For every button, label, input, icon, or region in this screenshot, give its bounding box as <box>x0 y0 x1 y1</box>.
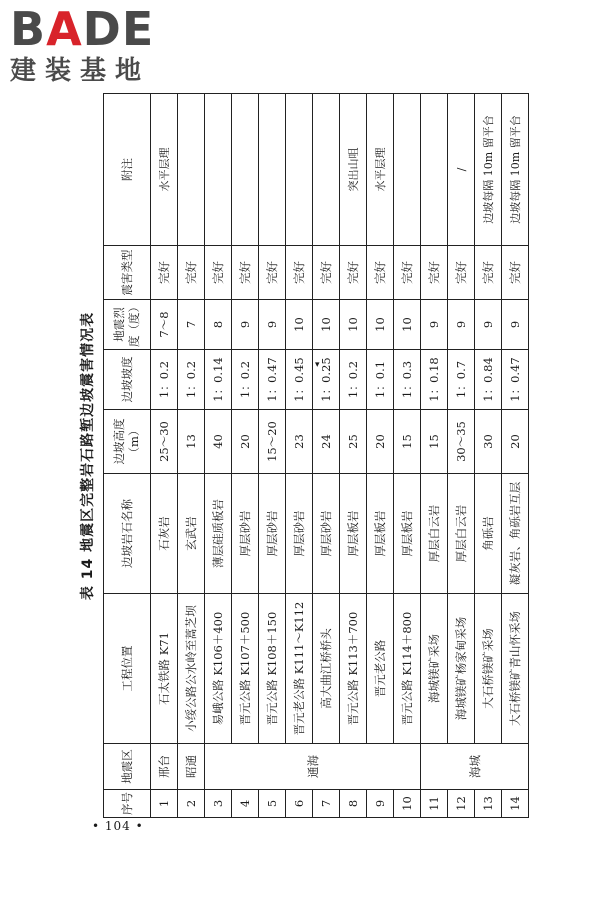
table-cell: 完好 <box>205 246 232 300</box>
table-cell: 8 <box>340 790 367 818</box>
table-cell: 水平层理 <box>151 94 178 246</box>
table-cell <box>421 94 448 246</box>
earthquake-slope-table <box>103 93 529 818</box>
header-cell: 地震区 <box>104 744 151 790</box>
table-cell: 边坡每隔 10m 留平台 <box>502 94 529 246</box>
table-cell: 晋元公路 K113＋700 <box>340 594 367 744</box>
table-cell: 1：0.84 <box>475 350 502 410</box>
table-row <box>313 94 340 818</box>
table-cell: 7 <box>313 790 340 818</box>
logo-wordmark: BADE <box>10 2 155 56</box>
table-cell: 玄武岩 <box>178 474 205 594</box>
table-cell: 完好 <box>421 246 448 300</box>
table-cell: 9 <box>475 300 502 350</box>
table-cell: 厚层白云岩 <box>421 474 448 594</box>
rotated-table-page <box>73 94 533 818</box>
header-cell: 附注 <box>104 94 151 246</box>
table-cell: 25～30 <box>151 410 178 474</box>
table-cell: 厚层白云岩 <box>448 474 475 594</box>
table-cell: 30～35 <box>448 410 475 474</box>
table-row <box>232 94 259 818</box>
table-cell: 10 <box>367 300 394 350</box>
table-cell: 厚层板岩 <box>394 474 421 594</box>
table-row <box>421 94 448 818</box>
table-cell: 完好 <box>475 246 502 300</box>
table-cell: 1：0.45 <box>286 350 313 410</box>
table-cell: 完好 <box>313 246 340 300</box>
table-cell: 石灰岩 <box>151 474 178 594</box>
table-cell: 10 <box>394 300 421 350</box>
header-cell: 序号 <box>104 790 151 818</box>
table-cell: 1：0.3 <box>394 350 421 410</box>
table-cell: 厚层板岩 <box>340 474 367 594</box>
table-cell: 昭通 <box>178 744 205 790</box>
header-cell: 边坡高度（m） <box>104 410 151 474</box>
table-cell: 1：0.25 <box>313 350 340 410</box>
table-cell: 9 <box>232 300 259 350</box>
table-row <box>286 94 313 818</box>
table-cell: 厚层砂岩 <box>313 474 340 594</box>
table-cell: 24 <box>313 410 340 474</box>
table-row <box>205 94 232 818</box>
table-cell: 20 <box>232 410 259 474</box>
table-cell: 8 <box>205 300 232 350</box>
table-row <box>259 94 286 818</box>
table-cell: 完好 <box>232 246 259 300</box>
table-cell: 40 <box>205 410 232 474</box>
page-number: • 104 • <box>92 819 144 833</box>
table-cell: 10 <box>286 300 313 350</box>
table-row <box>367 94 394 818</box>
table-cell: 边坡每隔 10m 留平台 <box>475 94 502 246</box>
table-cell: 厚层砂岩 <box>259 474 286 594</box>
table-cell: 9 <box>421 300 448 350</box>
table-cell: 完好 <box>340 246 367 300</box>
table-cell: 9 <box>502 300 529 350</box>
table-row <box>178 94 205 818</box>
table-cell: 完好 <box>394 246 421 300</box>
table-row <box>394 94 421 818</box>
header-cell: 边坡岩石名称 <box>104 474 151 594</box>
table-cell: 厚层板岩 <box>367 474 394 594</box>
table-cell <box>313 94 340 246</box>
logo-subtitle: 建装基地 <box>10 56 151 86</box>
table-cell: 水平层理 <box>367 94 394 246</box>
table-cell <box>178 94 205 246</box>
table-cell: 石太铁路 K71 <box>151 594 178 744</box>
table-cell: 晋元公路 K107＋500 <box>232 594 259 744</box>
table-cell: 突出山咀 <box>340 94 367 246</box>
table-cell: 20 <box>367 410 394 474</box>
table-cell: 完好 <box>448 246 475 300</box>
table-cell: 1：0.47 <box>502 350 529 410</box>
table-cell: 11 <box>421 790 448 818</box>
header-cell: 震害类型 <box>104 246 151 300</box>
table-cell: 1：0.1 <box>367 350 394 410</box>
table-cell: 15 <box>421 410 448 474</box>
table-cell: 厚层砂岩 <box>286 474 313 594</box>
table-cell: 完好 <box>502 246 529 300</box>
table-cell: 25 <box>340 410 367 474</box>
table-cell: 完好 <box>286 246 313 300</box>
header-cell: 边坡坡度 <box>104 350 151 410</box>
table-cell: 海城镁矿采场 <box>421 594 448 744</box>
table-cell: 大石桥镁矿采场 <box>475 594 502 744</box>
table-row <box>340 94 367 818</box>
table-cell: 完好 <box>259 246 286 300</box>
table-cell: 1：0.47 <box>259 350 286 410</box>
table-cell: 邢台 <box>151 744 178 790</box>
table-cell: 14 <box>502 790 529 818</box>
table-cell: 小绥公路公水岭至蒿芝坝 <box>178 594 205 744</box>
table-cell: 30 <box>475 410 502 474</box>
table-cell: 10 <box>313 300 340 350</box>
table-row <box>475 94 502 818</box>
table-row <box>151 94 178 818</box>
table-cell: 完好 <box>151 246 178 300</box>
table-title: 表 14 地震区完整岩石路堑边坡震害情况表 <box>80 311 96 601</box>
table-cell: 1：0.2 <box>151 350 178 410</box>
table-cell: 1 <box>151 790 178 818</box>
table-header-row <box>104 94 151 818</box>
scan-mark: ▾ <box>315 360 320 370</box>
bade-logo <box>10 2 180 88</box>
table-cell: 15 <box>394 410 421 474</box>
table-cell <box>205 94 232 246</box>
table-cell: 13 <box>178 410 205 474</box>
table-cell: 1：0.2 <box>232 350 259 410</box>
table-cell: 海城镁矿杨家甸采场 <box>448 594 475 744</box>
table-cell <box>286 94 313 246</box>
table-cell: 易峨公路 K106＋400 <box>205 594 232 744</box>
tonghai-region-cell: 通海 <box>205 744 421 790</box>
table-cell: 12 <box>448 790 475 818</box>
table-cell: 5 <box>259 790 286 818</box>
header-cell: 地震烈度（度） <box>104 300 151 350</box>
table-cell: 薄层硅质板岩 <box>205 474 232 594</box>
table-cell: 7～8 <box>151 300 178 350</box>
table-cell: 9 <box>259 300 286 350</box>
table-cell: 23 <box>286 410 313 474</box>
table-cell: 7 <box>178 300 205 350</box>
table-cell <box>232 94 259 246</box>
table-cell: 1：0.2 <box>340 350 367 410</box>
table-cell <box>259 94 286 246</box>
table-cell: 15～20 <box>259 410 286 474</box>
table-cell: 4 <box>232 790 259 818</box>
table-cell: 9 <box>448 300 475 350</box>
table-cell: 1：0.14 <box>205 350 232 410</box>
table-cell: 晋元老公路 <box>367 594 394 744</box>
table-row <box>502 94 529 818</box>
table-row <box>448 94 475 818</box>
table-cell: 完好 <box>367 246 394 300</box>
table-cell: / <box>448 94 475 246</box>
table-cell: 1：0.18 <box>421 350 448 410</box>
table-cell: 完好 <box>178 246 205 300</box>
table-cell: 高大曲江桥桥头 <box>313 594 340 744</box>
table-cell: 厚层砂岩 <box>232 474 259 594</box>
table-cell: 3 <box>205 790 232 818</box>
table-cell: 20 <box>502 410 529 474</box>
table-cell: 晋元公路 K108＋150 <box>259 594 286 744</box>
table-cell: 晋元老公路 K111～K112 <box>286 594 313 744</box>
haicheng-region-cell: 海城 <box>421 744 529 790</box>
table-cell: 大石桥镁矿青山怀采场 <box>502 594 529 744</box>
table-cell: 1：0.7 <box>448 350 475 410</box>
table-cell: 13 <box>475 790 502 818</box>
table-cell: 9 <box>367 790 394 818</box>
table-cell <box>394 94 421 246</box>
table-cell: 6 <box>286 790 313 818</box>
header-cell: 工程位置 <box>104 594 151 744</box>
table-cell: 10 <box>394 790 421 818</box>
table-cell: 2 <box>178 790 205 818</box>
table-cell: 角砾岩 <box>475 474 502 594</box>
table-cell: 凝灰岩、角砾岩互层 <box>502 474 529 594</box>
table-cell: 1：0.2 <box>178 350 205 410</box>
table-cell: 晋元公路 K114＋800 <box>394 594 421 744</box>
table-cell: 10 <box>340 300 367 350</box>
